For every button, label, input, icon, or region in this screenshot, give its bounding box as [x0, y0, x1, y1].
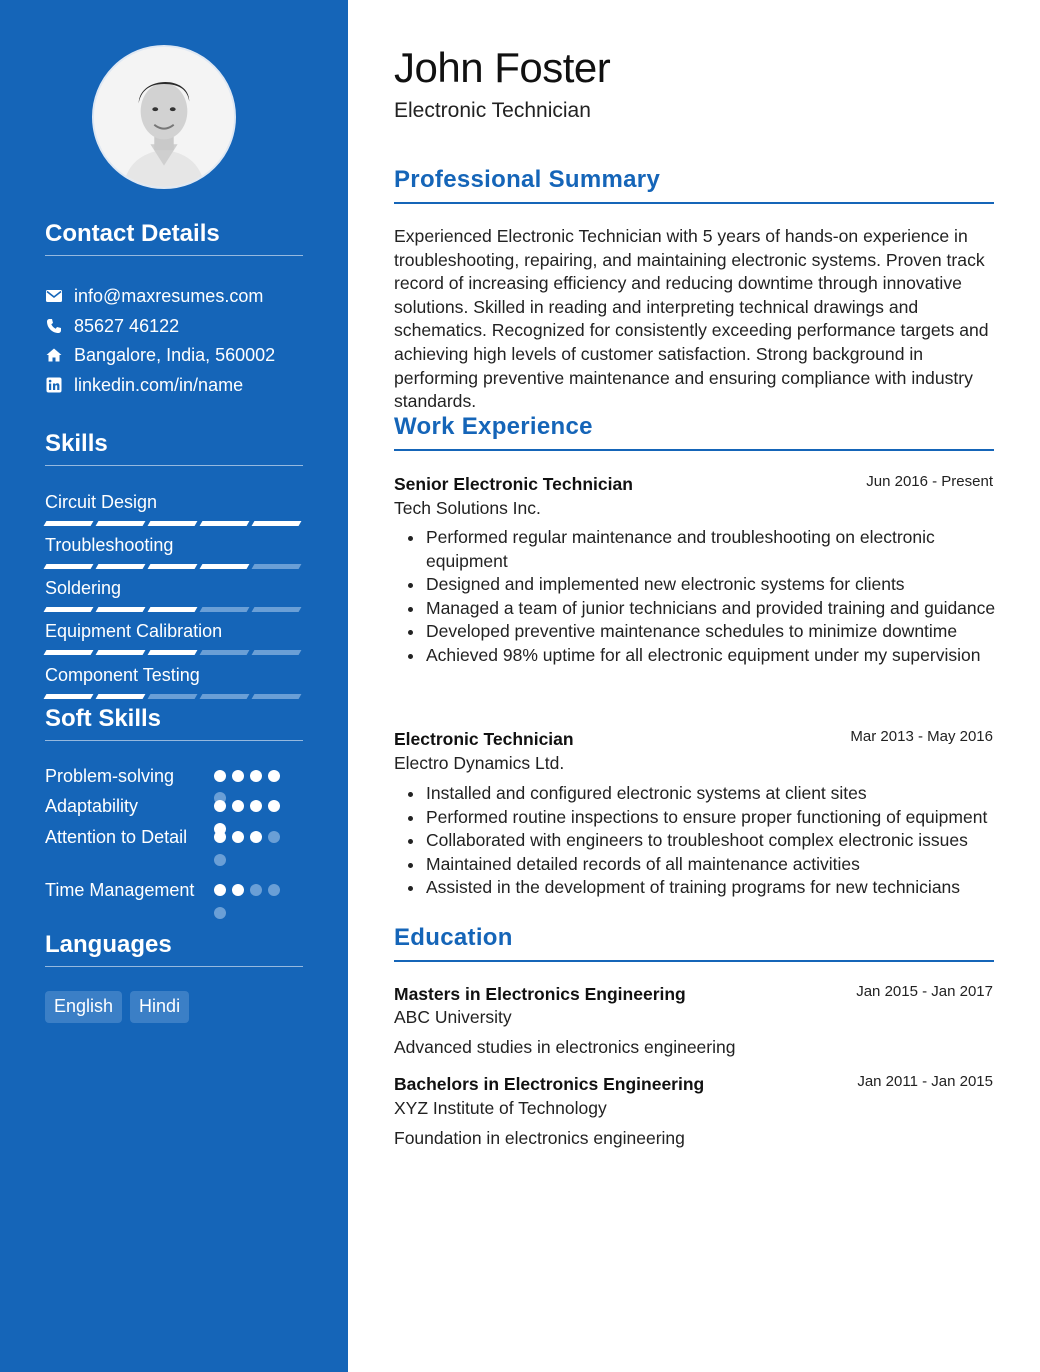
skill-level-segment — [44, 694, 94, 699]
candidate-role: Electronic Technician — [394, 99, 591, 122]
list-item: Collaborated with engineers to troubleshoot complex electronic issues — [426, 829, 996, 853]
contact-email-text[interactable]: info@maxresumes.com — [74, 285, 264, 306]
summary-heading: Professional Summary — [394, 166, 994, 204]
contact-address-text: Bangalore, India, 560002 — [74, 344, 276, 365]
rating-dot — [268, 770, 280, 782]
skill-level-segment — [252, 650, 302, 655]
rating-dot — [250, 884, 262, 896]
education-heading: Education — [394, 924, 994, 962]
list-item: Assisted in the development of training programs for new technicians — [426, 876, 996, 900]
rating-dot — [268, 884, 280, 896]
skill-level-segment — [148, 607, 198, 612]
skill-level-segment — [252, 694, 302, 699]
rating-dot-extra — [214, 907, 226, 919]
skill-level-segment — [200, 650, 250, 655]
skill-level-bar — [45, 564, 303, 569]
skill-level-bar — [45, 694, 303, 699]
sidebar — [0, 0, 348, 1372]
skill-level-segment — [44, 564, 94, 569]
languages-heading: Languages — [45, 931, 303, 967]
skill-item — [45, 533, 303, 569]
rating-dot — [268, 800, 280, 812]
skill-level-segment — [96, 607, 146, 612]
skill-level-segment — [96, 564, 146, 569]
experience-heading: Work Experience — [394, 413, 994, 451]
soft-skill-label: Attention to Detail — [45, 827, 188, 847]
job-company: Tech Solutions Inc. — [394, 498, 541, 518]
rating-dot — [250, 831, 262, 843]
soft-skill-label: Problem-solving — [45, 766, 175, 786]
contact-linkedin[interactable] — [45, 373, 243, 397]
job-bullets — [426, 782, 996, 900]
skill-level-segment — [148, 564, 198, 569]
summary-text: Experienced Electronic Technician with 5 years of hands-on experience in troubleshooting, repairing, and maintaining electronic systems. Proven track record of increasing efficiency and reducing downtime through innovative solutions. Skilled in reading and interpreting technical drawings and schematics. Recognized for consistently exceeding performance targets and achieving high levels of customer satisfaction. Strong background in performing preventive maintenance and ensuring compliance with industry standards. — [394, 226, 989, 412]
job-dates: Jun 2016 - Present — [866, 473, 993, 490]
skill-level-segment — [200, 607, 250, 612]
skill-level-bar — [45, 521, 303, 526]
skill-item — [45, 663, 303, 699]
skill-level-segment — [252, 564, 302, 569]
skill-level-segment — [44, 521, 94, 526]
skill-item — [45, 490, 303, 526]
skill-level-segment — [200, 564, 250, 569]
rating-dot — [232, 800, 244, 812]
skill-level-segment — [200, 521, 250, 526]
list-item: Achieved 98% uptime for all electronic equipment under my supervision — [426, 644, 996, 668]
skill-label: Component Testing — [45, 665, 200, 685]
skills-heading: Skills — [45, 430, 303, 466]
soft-skill-rating — [214, 884, 280, 896]
contact-linkedin-text[interactable]: linkedin.com/in/name — [74, 374, 244, 395]
job-dates: Mar 2013 - May 2016 — [850, 728, 993, 745]
rating-dot — [250, 770, 262, 782]
skill-level-bar — [45, 607, 303, 612]
school-name: XYZ Institute of Technology — [394, 1098, 607, 1118]
soft-skill-rating — [214, 800, 280, 812]
soft-skill-rating — [214, 770, 280, 782]
skill-level-segment — [148, 521, 198, 526]
skill-level-segment — [148, 650, 198, 655]
list-item: Performed regular maintenance and troubleshooting on electronic equipment — [426, 526, 996, 573]
list-item: Performed routine inspections to ensure proper functioning of equipment — [426, 806, 996, 830]
soft-skill-label: Adaptability — [45, 796, 139, 816]
skill-level-segment — [252, 521, 302, 526]
skill-level-segment — [96, 521, 146, 526]
skill-level-segment — [44, 607, 94, 612]
job-company: Electro Dynamics Ltd. — [394, 753, 565, 773]
phone-icon — [45, 317, 63, 335]
skill-level-segment — [96, 650, 146, 655]
rating-dot — [214, 800, 226, 812]
list-item: Designed and implemented new electronic systems for clients — [426, 573, 996, 597]
linkedin-icon — [45, 376, 63, 394]
degree-description: Advanced studies in electronics engineering — [394, 1037, 736, 1057]
rating-dot — [250, 800, 262, 812]
skill-level-segment — [96, 694, 146, 699]
rating-dot — [232, 831, 244, 843]
skill-level-bar — [45, 650, 303, 655]
language-tag-hindi: Hindi — [130, 991, 189, 1023]
job-bullets — [426, 526, 996, 668]
degree-title: Masters in Electronics Engineering — [394, 984, 686, 1004]
rating-dot — [214, 831, 226, 843]
contact-phone[interactable] — [45, 314, 179, 338]
skill-level-segment — [148, 694, 198, 699]
skill-level-segment — [200, 694, 250, 699]
skill-label: Equipment Calibration — [45, 621, 223, 641]
profile-photo — [92, 45, 236, 189]
skill-label: Circuit Design — [45, 492, 158, 512]
skill-label: Troubleshooting — [45, 535, 174, 555]
list-item: Installed and configured electronic systems at client sites — [426, 782, 996, 806]
rating-dot — [268, 831, 280, 843]
school-name: ABC University — [394, 1007, 512, 1027]
soft-skills-heading: Soft Skills — [45, 705, 303, 741]
degree-dates: Jan 2011 - Jan 2015 — [857, 1073, 993, 1090]
skill-item — [45, 576, 303, 612]
contact-email[interactable] — [45, 284, 263, 308]
soft-skill-rating — [214, 831, 280, 843]
list-item: Maintained detailed records of all maintenance activities — [426, 853, 996, 877]
job-title: Senior Electronic Technician — [394, 474, 633, 494]
contact-address — [45, 343, 275, 367]
list-item: Managed a team of junior technicians and provided training and guidance — [426, 597, 996, 621]
rating-dot — [214, 884, 226, 896]
envelope-icon — [45, 287, 63, 305]
rating-dot — [232, 884, 244, 896]
contact-heading: Contact Details — [45, 220, 303, 256]
soft-skill-label: Time Management — [45, 880, 195, 900]
job-title: Electronic Technician — [394, 729, 574, 749]
skill-item — [45, 619, 303, 655]
rating-dot — [214, 770, 226, 782]
home-icon — [45, 346, 63, 364]
skill-level-segment — [44, 650, 94, 655]
rating-dot — [232, 770, 244, 782]
rating-dot-extra — [214, 854, 226, 866]
degree-description: Foundation in electronics engineering — [394, 1128, 685, 1148]
contact-phone-text[interactable]: 85627 46122 — [74, 315, 180, 336]
language-tag-english: English — [45, 991, 122, 1023]
degree-title: Bachelors in Electronics Engineering — [394, 1074, 705, 1094]
skill-level-segment — [252, 607, 302, 612]
skill-label: Soldering — [45, 578, 122, 598]
candidate-name: John Foster — [394, 44, 611, 91]
list-item: Developed preventive maintenance schedules to minimize downtime — [426, 620, 996, 644]
profile-photo-image — [94, 47, 234, 187]
language-tags — [45, 991, 189, 1023]
degree-dates: Jan 2015 - Jan 2017 — [856, 983, 993, 1000]
